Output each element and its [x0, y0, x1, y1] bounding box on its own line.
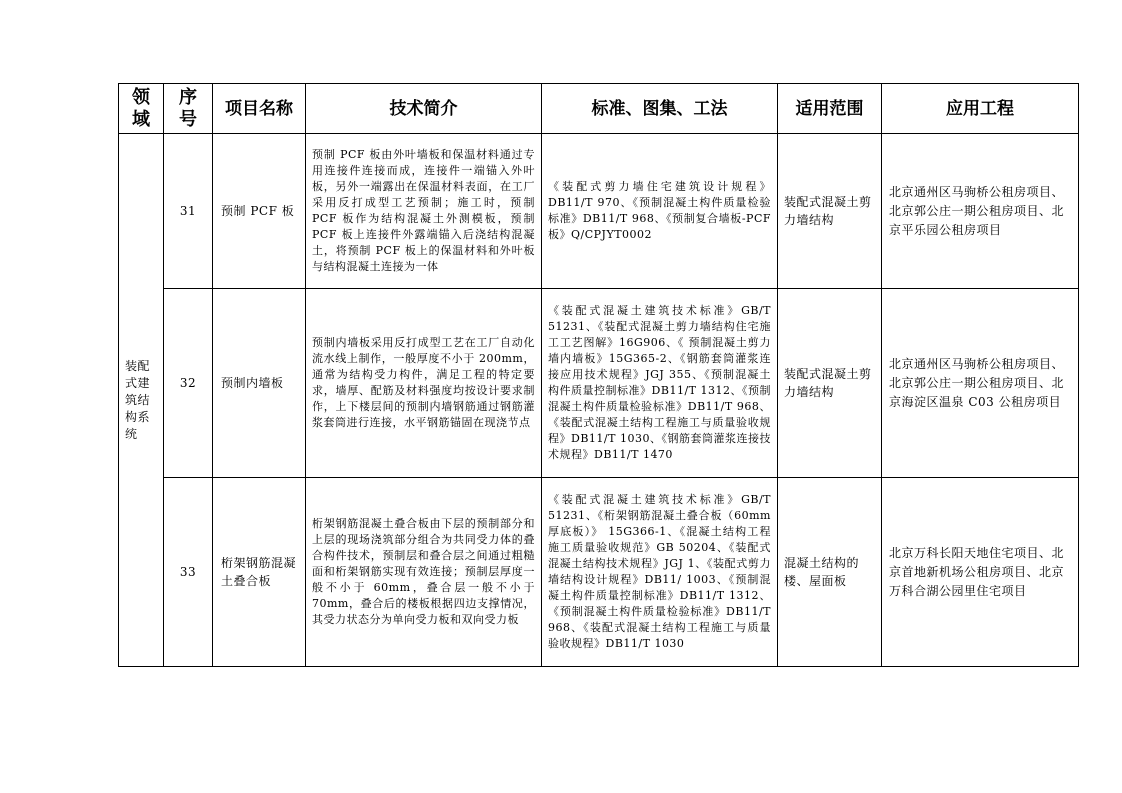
scope-cell: 混凝土结构的楼、屋面板 — [778, 478, 882, 667]
seq-cell: 33 — [164, 478, 213, 667]
projects-cell: 北京通州区马驹桥公租房项目、北京郭公庄一期公租房项目、北京海淀区温泉 C03 公租房项目 — [882, 289, 1079, 478]
tech-table — [118, 83, 1079, 667]
table-row — [119, 478, 1079, 667]
intro-cell: 桁架钢筋混凝土叠合板由下层的预制部分和上层的现场浇筑部分组合为共同受力体的叠合构件技术，预制层和叠合层之间通过粗糙面和桁架钢筋实现有效连接；预制层厚度一般不小于 60mm，叠合层一般不小于 70mm，叠合后的楼板根据四边支撑情况，其受力状态分为单向受力板和双向受力板 — [306, 478, 542, 667]
name-cell: 预制 PCF 板 — [213, 134, 306, 289]
standards-cell: 《装配式混凝土建筑技术标准》GB/T 51231、《桁架钢筋混凝土叠合板（60mm 厚底板）》 15G366-1、《混凝土结构工程施工质量验收规范》GB 50204、《装配式混凝土结构技术规程》JGJ 1、《装配式剪力墙结构设计规程》DB11/ 1003、《预制混凝土构件质量控制标准》DB11/T 1312、《预制混凝土构件质量检验标准》DB11/T 968、《装配式混凝土结构工程施工与质量验收规程》DB11/T 1030 — [542, 478, 778, 667]
name-cell: 桁架钢筋混凝土叠合板 — [213, 478, 306, 667]
projects-cell: 北京万科长阳天地住宅项目、北京首地新机场公租房项目、北京万科合湖公园里住宅项目 — [882, 478, 1079, 667]
projects-cell: 北京通州区马驹桥公租房项目、北京郭公庄一期公租房项目、北京平乐园公租房项目 — [882, 134, 1079, 289]
scope-cell: 装配式混凝土剪力墙结构 — [778, 134, 882, 289]
seq-cell: 31 — [164, 134, 213, 289]
header-seq: 序号 — [164, 84, 213, 134]
header-scope: 适用范围 — [778, 84, 882, 134]
intro-cell: 预制内墙板采用反打成型工艺在工厂自动化流水线上制作，一般厚度不小于 200mm，通常为结构受力构件，满足工程的特定要求，墙厚、配筋及材料强度均按设计要求制作，上下楼层间的预制内墙钢筋通过钢筋灌浆套筒进行连接，水平钢筋锚固在现浇节点 — [306, 289, 542, 478]
header-name: 项目名称 — [213, 84, 306, 134]
name-cell: 预制内墙板 — [213, 289, 306, 478]
table-row — [119, 289, 1079, 478]
header-standards: 标准、图集、工法 — [542, 84, 778, 134]
standards-cell: 《装配式剪力墙住宅建筑设计规程》DB11/T 970、《预制混凝土构件质量检验标准》DB11/T 968、《预制复合墙板-PCF 板》Q/CPJYT0002 — [542, 134, 778, 289]
field-cell: 装配式建筑结构系统 — [119, 134, 164, 667]
seq-cell: 32 — [164, 289, 213, 478]
table-row — [119, 134, 1079, 289]
header-intro: 技术简介 — [306, 84, 542, 134]
intro-cell: 预制 PCF 板由外叶墙板和保温材料通过专用连接件连接而成，连接件一端锚入外叶板，另外一端露出在保温材料表面，在工厂采用反打成型工艺预制；施工时，预制 PCF 板作为结构混凝土外测模板，预制 PCF 板上连接件外露端锚入后浇结构混凝土，将预制 PCF 板上的保温材料和外叶板与结构混凝土连接为一体 — [306, 134, 542, 289]
standards-cell: 《装配式混凝土建筑技术标准》GB/T 51231、《装配式混凝土剪力墙结构住宅施工工艺图解》16G906、《 预制混凝土剪力墙内墙板》15G365-2、《钢筋套筒灌浆连接应用技术规程》JGJ 355、《预制混凝土构件质量控制标准》DB11/T 1312、《预制混凝土构件质量检验标准》DB11/T 968、《装配式混凝土结构工程施工与质量验收规程》DB11/T 1030、《钢筋套筒灌浆连接技术规程》DB11/T 1470 — [542, 289, 778, 478]
scope-cell: 装配式混凝土剪力墙结构 — [778, 289, 882, 478]
document-sheet — [118, 83, 1079, 667]
header-projects: 应用工程 — [882, 84, 1079, 134]
header-field: 领域 — [119, 84, 164, 134]
header-row — [119, 84, 1079, 134]
